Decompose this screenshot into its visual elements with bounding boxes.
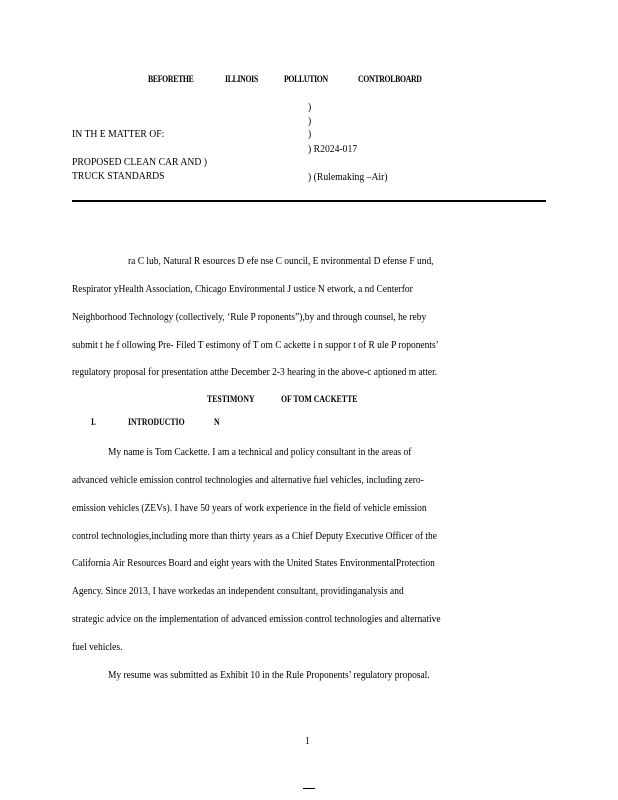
footer-mark [303, 788, 315, 789]
caption-matter: IN TH E MATTER OF: [72, 128, 165, 140]
paragraph-line: fuel vehicles. [72, 641, 123, 653]
intro-line: Respirator yHealth Association, Chicago Environmental J ustice N etwork, a nd Centerfor [72, 283, 413, 295]
caption-docket-number: ) R2024-017 [308, 143, 358, 155]
intro-line: regulatory proposal for presentation atthe December 2-3 hearing in the above-c aptioned m atter. [72, 366, 438, 378]
caption-paren: ) [308, 101, 312, 113]
intro-line: submit t he f ollowing Pre- Filed T estimony of T om C ackette i n suppor t of R ule P roponents’ [72, 339, 439, 351]
section-title-end: N [214, 418, 220, 428]
paragraph-line: strategic advice on the implementation of advanced emission control technologies and alternative [72, 613, 441, 625]
caption-rulemaking: ) (Rulemaking –Air) [308, 171, 388, 183]
testimony-title: TESTIMONY [207, 395, 255, 405]
page-number: 1 [305, 735, 310, 747]
paragraph-line: My name is Tom Cackette. I am a technical and policy consultant in the areas of [108, 446, 412, 458]
header-illinois: ILLINOIS [225, 75, 258, 85]
header-before: BEFORETHE [148, 75, 194, 85]
intro-line: ra C lub, Natural R esources D efe nse C ouncil, E nvironmental D efense F und, [128, 255, 434, 267]
paragraph-line: California Air Resources Board and eight years with the United States EnvironmentalProtection [72, 557, 435, 569]
testimony-title-name: OF TOM CACKETTE [281, 395, 358, 405]
section-number: I. [91, 418, 96, 428]
header-pollution: POLLUTION [284, 75, 328, 85]
caption-divider [72, 200, 546, 202]
caption-proposed: PROPOSED CLEAN CAR AND ) [72, 156, 208, 168]
intro-line: Neighborhood Technology (collectively, ‘Rule P roponents”),by and through counsel, he reby [72, 311, 427, 323]
caption-paren: ) [308, 128, 312, 140]
header-board: CONTROLBOARD [358, 75, 422, 85]
caption-truck: TRUCK STANDARDS [72, 170, 165, 182]
paragraph-line: My resume was submitted as Exhibit 10 in the Rule Proponents’ regulatory proposal. [108, 669, 430, 681]
paragraph-line: emission vehicles (ZEVs). I have 50 years of work experience in the field of vehicle emission [72, 502, 427, 514]
paragraph-line: Agency. Since 2013, I have workedas an independent consultant, providinganalysis and [72, 585, 404, 597]
section-title: INTRODUCTIO [128, 418, 185, 428]
caption-paren: ) [308, 115, 312, 127]
paragraph-line: control technologies,including more than thirty years as a Chief Deputy Executive Officer of the [72, 530, 437, 542]
paragraph-line: advanced vehicle emission control technologies and alternative fuel vehicles, including zero- [72, 474, 424, 486]
